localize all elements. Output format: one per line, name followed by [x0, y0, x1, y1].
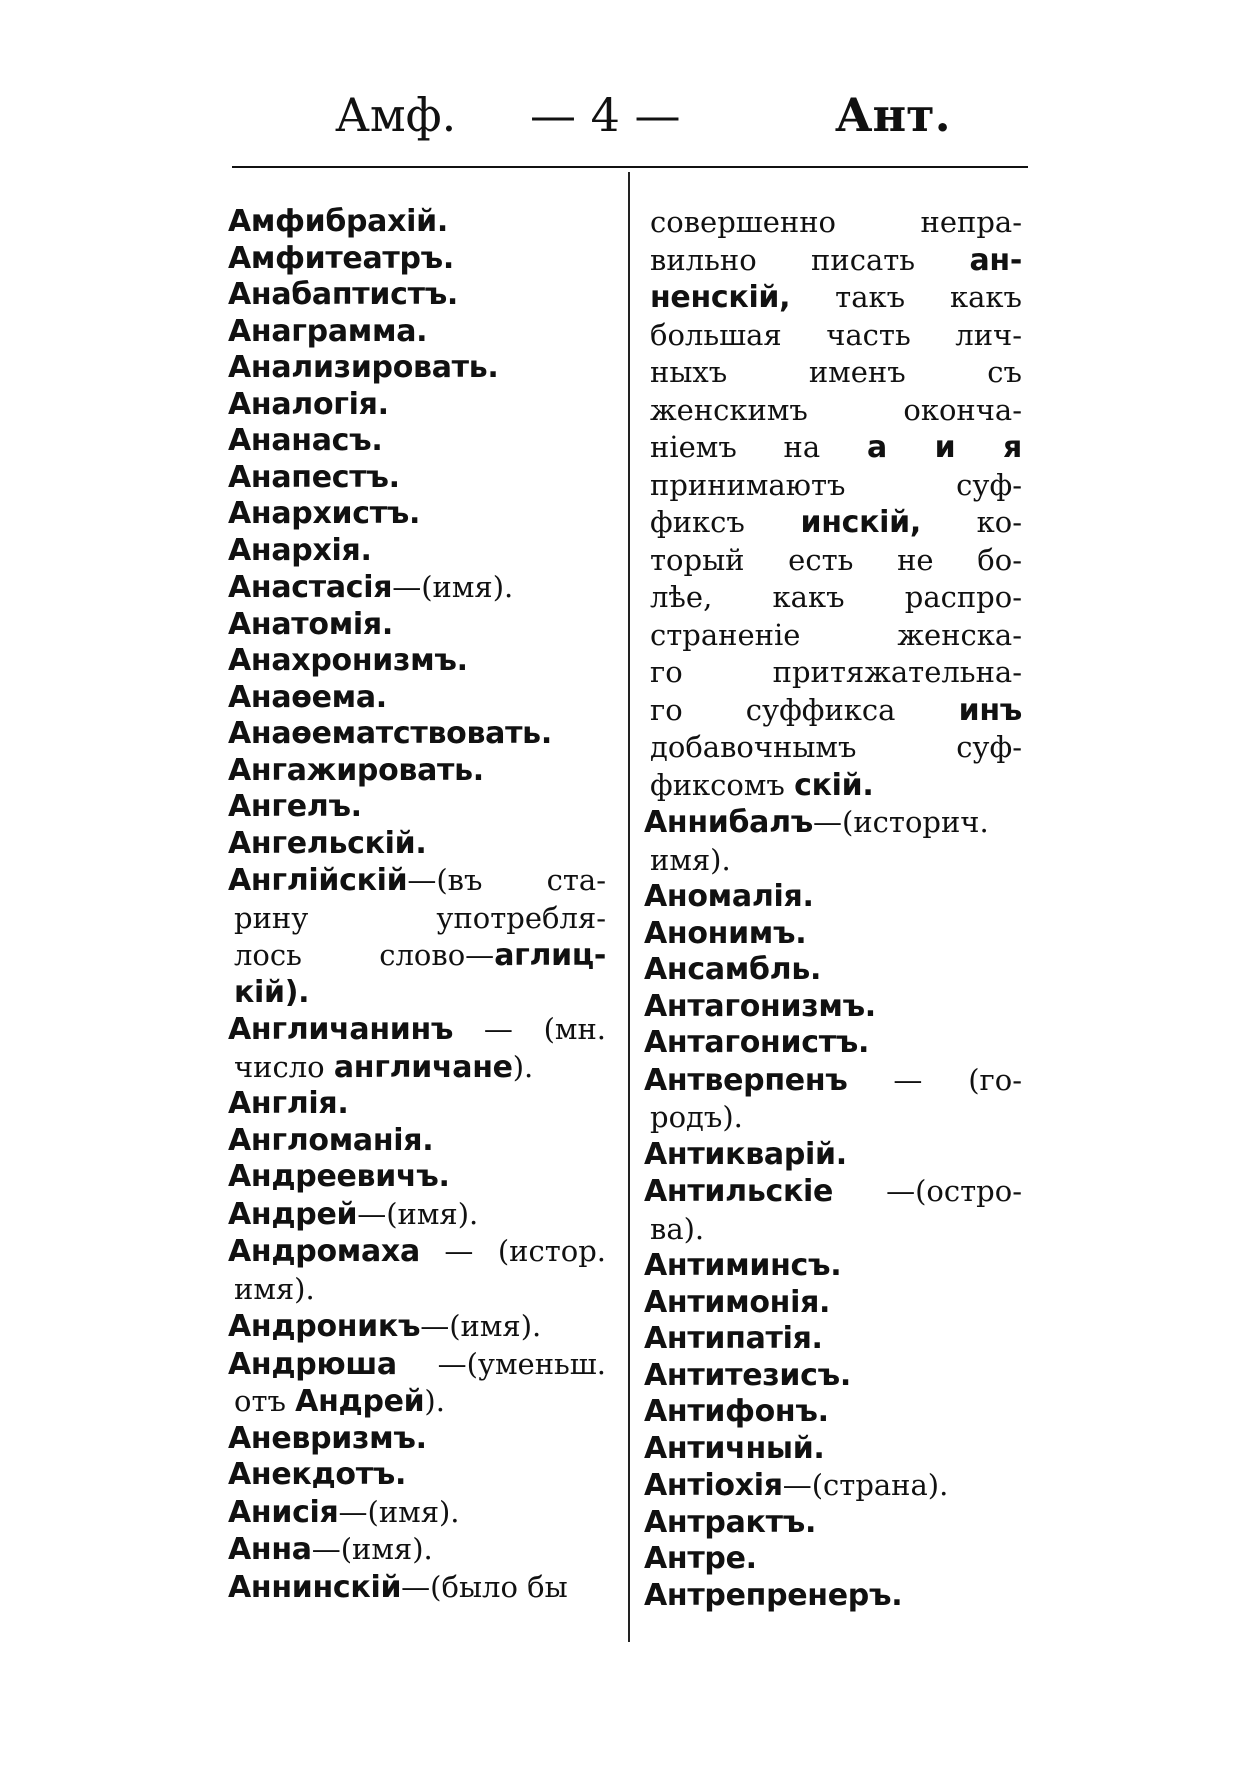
headword: Аннинскій [228, 1569, 402, 1605]
headword: Андромаха [228, 1234, 420, 1269]
dictionary-entry [228, 753, 606, 790]
dictionary-entry [228, 1308, 606, 1346]
left-column [228, 204, 606, 1606]
dictionary-entry [228, 789, 606, 826]
headword: Андроникъ [228, 1309, 421, 1344]
headword: аглиц- [494, 938, 606, 973]
entry-note: ко- [920, 505, 1022, 539]
entry-note: го суффикса [650, 692, 959, 727]
dictionary-entry [644, 916, 1022, 953]
entry-note: —(имя). [357, 1196, 479, 1231]
headword: Ангельскій. [228, 825, 427, 861]
headword: Аналогія. [228, 386, 389, 422]
headword: Анализировать. [228, 350, 499, 385]
dictionary-entry [228, 350, 606, 387]
entry-note: —(въ ста- [407, 863, 606, 897]
headword: Амфибрахій. [228, 204, 448, 239]
entry-note: лѣе, какъ распро- [650, 580, 1022, 614]
headword: Анисія [228, 1494, 339, 1530]
dictionary-entry [228, 204, 606, 241]
dictionary-entry [228, 1123, 606, 1160]
entry-note: торый есть не бо- [650, 542, 1022, 577]
right-column [644, 204, 1022, 1614]
entry-note: —(уменьш. [396, 1346, 606, 1381]
headword: Амфитеатръ. [228, 240, 455, 276]
dictionary-entry [228, 1159, 606, 1196]
entry-note: —(остро- [833, 1174, 1022, 1208]
entry-note: —(имя). [392, 570, 514, 604]
dictionary-entry [228, 716, 606, 753]
entry-note: ). [512, 1049, 534, 1084]
headword: Анекдотъ. [228, 1457, 407, 1492]
dictionary-entry [644, 879, 1022, 916]
dictionary-entry [644, 1173, 1022, 1248]
dictionary-entry [228, 1457, 606, 1494]
dictionary-entry [644, 952, 1022, 989]
dictionary-entry [644, 1285, 1022, 1322]
dictionary-entry [644, 1025, 1022, 1062]
entry-note: ныхъ именъ съ [650, 355, 1022, 389]
continued-entry-text [644, 204, 1022, 804]
headword: Анаѳема. [228, 679, 387, 715]
dictionary-entry [228, 1531, 606, 1569]
dictionary-entry [228, 496, 606, 533]
headword: Анастасія [228, 570, 393, 605]
entry-note: ). [424, 1384, 445, 1418]
entry-note: вильно писать [650, 242, 970, 277]
dictionary-entry [228, 643, 606, 680]
headword: ненскій, [650, 280, 791, 315]
dictionary-entry [644, 1578, 1022, 1615]
dictionary-entry [644, 804, 1022, 879]
entry-note: женскимъ оконча- [650, 392, 1022, 427]
headword: Ангажировать. [228, 752, 484, 788]
headword: Андрюша [228, 1346, 397, 1382]
dictionary-entry [228, 607, 606, 644]
entry-note: число [234, 1049, 334, 1084]
dictionary-entry [228, 1569, 606, 1607]
headword: Анархистъ. [228, 496, 421, 531]
dictionary-entry [644, 1321, 1022, 1358]
dictionary-entry [228, 533, 606, 570]
headword: ан- [969, 242, 1022, 278]
headword: Анна [228, 1532, 312, 1567]
entry-note: —(имя). [311, 1532, 433, 1566]
entry-note: отъ [234, 1384, 296, 1418]
headword: Антимонія. [644, 1284, 831, 1320]
page-number: — 4 — [530, 88, 681, 142]
dictionary-entry [228, 569, 606, 607]
dictionary-entry [228, 680, 606, 717]
headword: Ананасъ. [228, 423, 383, 458]
entry-note: фиксомъ [650, 767, 795, 802]
headword: Антре. [644, 1541, 757, 1576]
dictionary-entry [644, 1137, 1022, 1174]
headword: Антагонизмъ. [644, 988, 876, 1024]
dictionary-entry [228, 1233, 606, 1308]
headword: Англія. [228, 1086, 349, 1121]
entry-note: совершенно непра- [650, 205, 1022, 239]
entry-note: —(имя). [420, 1309, 542, 1343]
dictionary-entry [644, 1062, 1022, 1137]
headword: Антрепренеръ. [644, 1577, 903, 1613]
dictionary-entry [644, 1467, 1022, 1505]
headword: Андрей [228, 1196, 358, 1232]
headword: Антипатія. [644, 1321, 823, 1356]
headword: Андреевичъ. [228, 1159, 450, 1194]
dictionary-entry [644, 1505, 1022, 1542]
dictionary-entry [228, 460, 606, 497]
headword: Антитезисъ. [644, 1357, 851, 1393]
headword: кій). [234, 974, 310, 1010]
headword: инъ [958, 692, 1022, 728]
headword: Антикварій. [644, 1136, 847, 1172]
headword: Антильскіе [644, 1174, 834, 1209]
entry-note: родъ). [650, 1100, 743, 1134]
header-right-guide-word: Ант. [835, 88, 951, 142]
entry-note: ва). [650, 1211, 705, 1246]
headword: Андрей [295, 1384, 425, 1419]
entry-note: имя). [234, 1271, 315, 1306]
column-divider [628, 172, 630, 1642]
headword: Античный. [644, 1430, 825, 1466]
headword: инскій, [800, 505, 921, 540]
entry-note: —(страна). [782, 1468, 949, 1502]
dictionary-entry [228, 862, 606, 1011]
headword: Англійскій [228, 863, 408, 898]
entry-note: —(историч. [813, 805, 989, 839]
entry-note: — (истор. [419, 1234, 606, 1268]
entry-note: ніемъ на [650, 430, 867, 464]
entry-note: имя). [650, 842, 731, 877]
dictionary-entry [644, 1358, 1022, 1395]
entry-note: — (го- [847, 1062, 1022, 1097]
dictionary-entry [644, 989, 1022, 1026]
entry-note: страненіе женска- [650, 617, 1022, 652]
headword: Антагонистъ. [644, 1025, 870, 1060]
headword: Анархія. [228, 532, 372, 568]
headword: Аннибалъ [644, 805, 814, 840]
dictionary-entry [228, 387, 606, 424]
entry-note: фиксъ [650, 505, 801, 539]
headword: Анапестъ. [228, 459, 400, 495]
entry-note: рину употребля- [234, 900, 606, 935]
dictionary-entry [644, 1541, 1022, 1578]
dictionary-entry [644, 1431, 1022, 1468]
headword: Антверпенъ [644, 1062, 848, 1098]
headword: скій. [794, 767, 874, 803]
headword: Англичанинъ [228, 1012, 454, 1047]
header-rule [232, 166, 1028, 168]
entry-note: большая часть лич- [650, 317, 1022, 352]
dictionary-entry [228, 1196, 606, 1234]
dictionary-entry [228, 826, 606, 863]
headword: Ансамбль. [644, 952, 822, 987]
entry-note: такъ какъ [790, 280, 1022, 314]
entry-note: добавочнымъ суф- [650, 730, 1022, 764]
dictionary-entry [644, 1394, 1022, 1431]
headword: Анаграмма. [228, 313, 428, 349]
headword: англичане [333, 1049, 513, 1085]
headword: Ангелъ. [228, 789, 362, 824]
headword: Анонимъ. [644, 915, 807, 951]
running-header [230, 78, 1030, 148]
headword: Анаѳематствовать. [228, 716, 552, 751]
dictionary-entry [644, 1248, 1022, 1285]
dictionary-entry [228, 1011, 606, 1086]
headword: Антифонъ. [644, 1394, 829, 1429]
entry-note: принимаютъ суф- [650, 467, 1022, 502]
entry-note: го притяжательна- [650, 655, 1022, 689]
headword: Анатомія. [228, 606, 393, 642]
entry-note: лось слово— [234, 938, 495, 972]
dictionary-entry [228, 1494, 606, 1532]
headword: Анахронизмъ. [228, 643, 468, 678]
dictionary-entry [228, 1421, 606, 1458]
dictionary-entry [228, 277, 606, 314]
headword: Антрактъ. [644, 1504, 817, 1540]
entry-note: —(было бы [401, 1569, 568, 1604]
headword: Аномалія. [644, 879, 814, 914]
headword: а и я [866, 430, 1022, 465]
headword: Аневризмъ. [228, 1420, 427, 1456]
entry-note: —(имя). [338, 1494, 460, 1529]
dictionary-entry [228, 241, 606, 278]
header-left-guide-word: Амф. [335, 88, 457, 142]
headword: Антиминсъ. [644, 1248, 842, 1283]
dictionary-entry [228, 314, 606, 351]
headword: Англоманія. [228, 1122, 434, 1158]
headword: Анабаптистъ. [228, 277, 459, 312]
dictionary-entry [228, 1086, 606, 1123]
entry-note: — (мн. [453, 1012, 606, 1046]
dictionary-entry [228, 1346, 606, 1421]
dictionary-entry [228, 423, 606, 460]
headword: Антіохія [644, 1468, 783, 1503]
